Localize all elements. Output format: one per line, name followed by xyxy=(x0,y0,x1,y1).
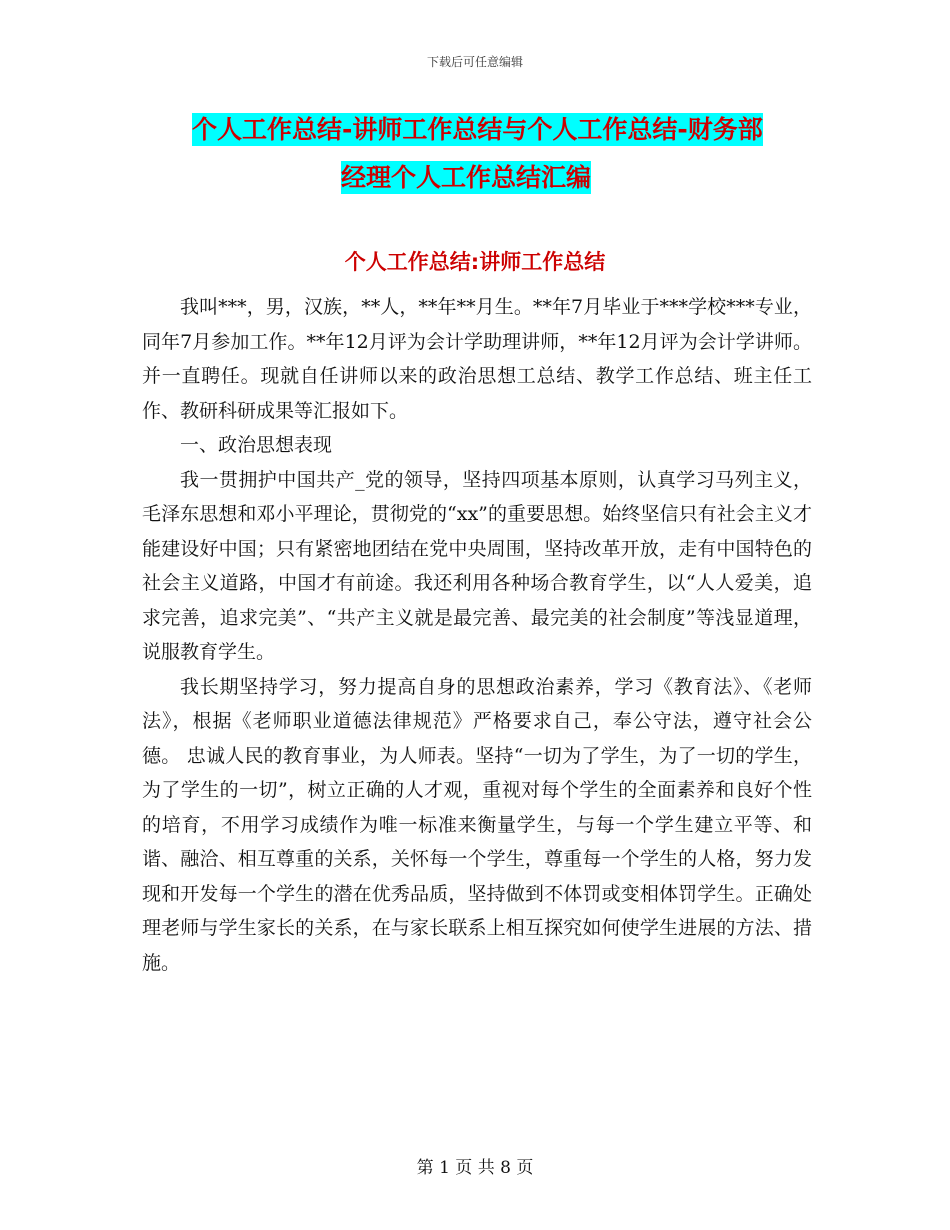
page-header-note: 下载后可任意编辑 xyxy=(426,55,523,69)
document-title-line-2 xyxy=(150,154,830,202)
document-title-line-1 xyxy=(150,106,830,154)
document-body xyxy=(142,290,812,980)
paragraph-study-ethics: 我长期坚持学习，努力提高自身的思想政治素养，学习《教育法》、《老师法》，根据《老师职业道德法律规范》严格要求自己，奉公守法，遵守社会公德。 忠诚人民的教育事业，为人师表。坚持“一切为了学生，为了一切的学生，为了学生的一切”，树立正确的人才观，重视对每个学生的全面素养和良好个性的培育，不用学习成绩作为唯一标准来衡量学生，与每一个学生建立平等、和谐、融洽、相互尊重的关系，关怀每一个学生，尊重每一个学生的人格，努力发现和开发每一个学生的潜在优秀品质，坚持做到不体罚或变相体罚学生。正确处理老师与学生家长的关系，在与家长联系上相互探究如何使学生进展的方法、措施。 xyxy=(142,675,812,974)
page-number: 第 1 页 共 8 页 xyxy=(416,1158,534,1178)
paragraph-intro: 我叫***，男，汉族，**人，**年**月生。**年7月毕业于***学校***专业，同年7月参加工作。**年12月评为会计学助理讲师，**年12月评为会计学讲师。并一直聘任。现就自任讲师以来的政治思想工总结、教学工作总结、班主任工作、教研科研成果等汇报如下。 xyxy=(142,296,812,422)
section-title: 个人工作总结:讲师工作总结 xyxy=(344,250,606,274)
paragraph-heading-political: 一、政治思想表现 xyxy=(180,434,333,456)
document-title xyxy=(150,106,830,202)
title-highlight: 个人工作总结-讲师工作总结与个人工作总结-财务部 xyxy=(192,115,763,144)
title-highlight: 经理个人工作总结汇编 xyxy=(341,163,592,192)
paragraph-political-stance: 我一贯拥护中国共产_党的领导，坚持四项基本原则，认真学习马列主义，毛泽东思想和邓小平理论，贯彻党的“xx”的重要思想。始终坚信只有社会主义才能建设好中国；只有紧密地团结在党中央周围，坚持改革开放，走有中国特色的社会主义道路，中国才有前途。我还利用各种场合教育学生，以“人人爱美，追求完善，追求完美”、“共产主义就是最完善、最完美的社会制度”等浅显道理，说服教育学生。 xyxy=(142,468,812,663)
